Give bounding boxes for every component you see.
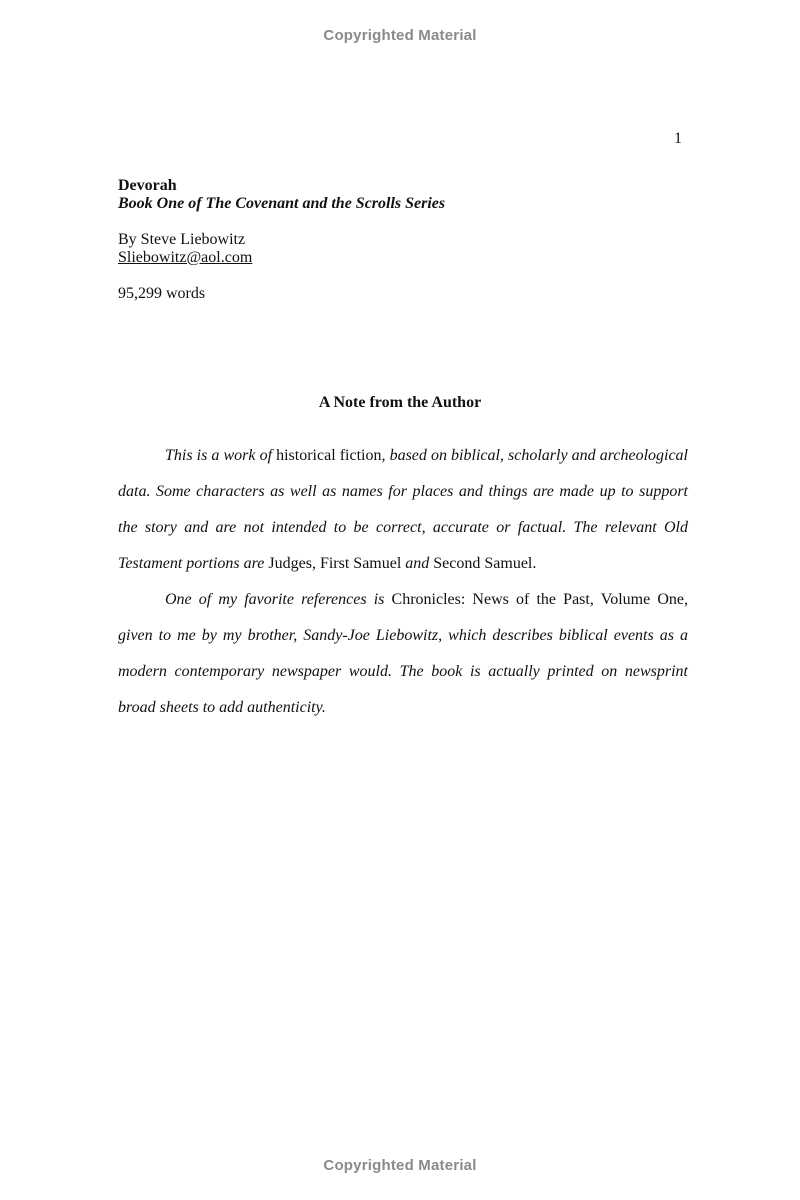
p1-span-4: Judges, First Samuel	[264, 555, 406, 572]
p1-span-3: , based on biblical, scholarly and archeological data. Some characters as well as names for places and things are made up to support the story and are not intended to be correct, accurate or factual. The relevant Old Testament portions are	[118, 447, 689, 572]
p2-span-3: given to me by my brother, Sandy-Joe Liebowitz, which describes biblical events as a modern contemporary newspaper would. The book is actually printed on newsprint broad sheets to add authenticity.	[118, 627, 688, 716]
note-paragraph-2	[118, 582, 688, 726]
p1-span-6: Second Samuel.	[429, 555, 537, 572]
note-paragraph-1	[118, 438, 688, 582]
note-heading: A Note from the Author	[318, 394, 482, 411]
manuscript-header	[118, 177, 688, 303]
copyright-watermark-bottom: Copyrighted Material	[323, 1157, 477, 1174]
book-title: Devorah	[118, 177, 177, 194]
word-count: 95,299 words	[118, 285, 206, 302]
author-email-link[interactable]: Sliebowitz@aol.com	[118, 249, 253, 266]
p1-span-1: This is a work of	[165, 447, 273, 464]
p1-span-2: historical fiction	[272, 447, 382, 464]
note-body	[118, 438, 688, 726]
series-subtitle: Book One of The Covenant and the Scrolls Series	[118, 195, 446, 212]
p1-span-5: and	[405, 555, 430, 572]
p2-span-1: One of my favorite references is	[165, 591, 385, 608]
page-number: 1	[674, 130, 682, 147]
author-byline: By Steve Liebowitz	[118, 231, 246, 248]
p2-span-2: Chronicles: News of the Past, Volume One,	[384, 591, 688, 608]
copyright-watermark-top: Copyrighted Material	[323, 27, 477, 44]
